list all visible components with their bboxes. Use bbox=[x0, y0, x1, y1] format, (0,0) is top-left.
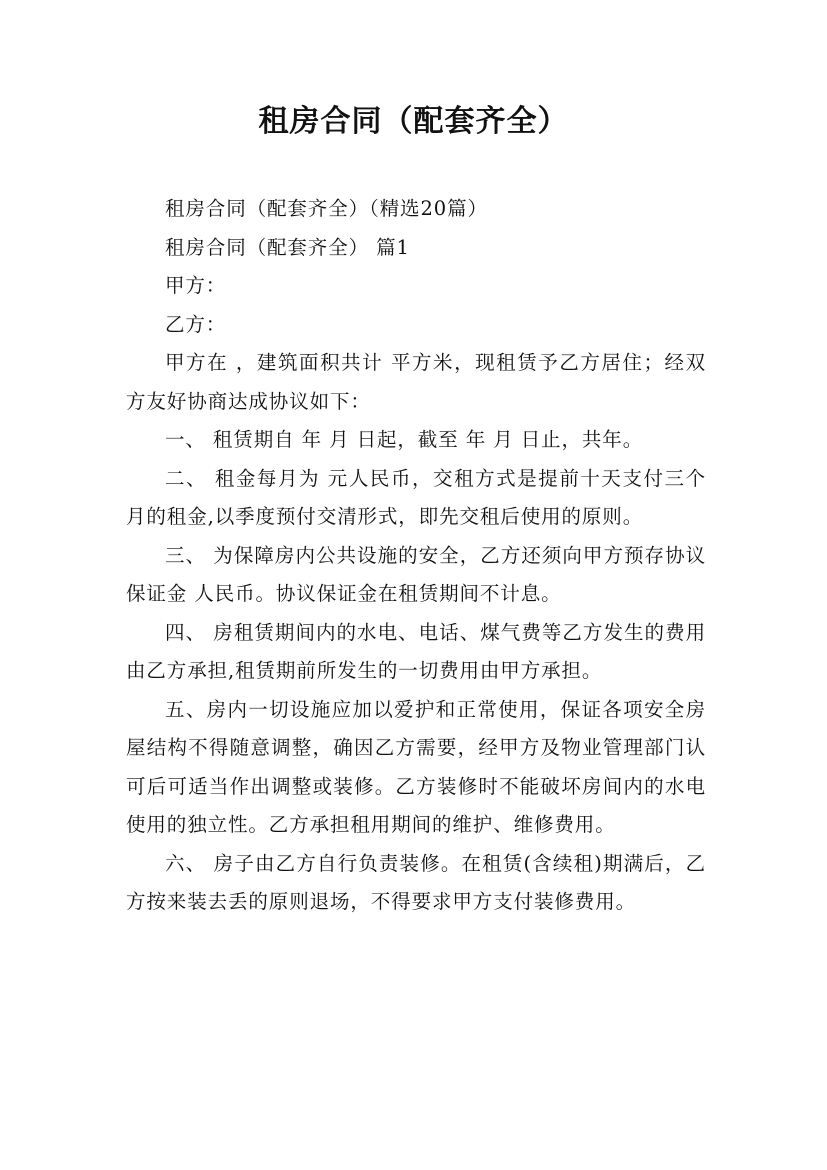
paragraph-clause-6: 六、 房子由乙方自行负责装修。在租赁(含续租)期满后，乙方按来装去丢的原则退场，不得要求甲方支付装修费用。 bbox=[126, 851, 706, 913]
document-title: 租房合同（配套齐全） bbox=[258, 104, 569, 139]
paragraph-party-a: 甲方： bbox=[165, 274, 227, 297]
paragraph-chapter-heading: 租房合同（配套齐全） 篇1 bbox=[165, 235, 410, 259]
paragraph-party-b: 乙方： bbox=[165, 312, 227, 336]
document-body bbox=[126, 190, 706, 922]
paragraph-clause-2: 二、 租金每月为 元人民币，交租方式是提前十天支付三个月的租金,以季度预付交清形式，即先交租后使用的原则。 bbox=[126, 466, 706, 528]
paragraph-subtitle: 租房合同（配套齐全）（精选20篇） bbox=[165, 197, 488, 220]
paragraph-clause-1: 一、 租赁期自 年 月 日起，截至 年 月 日止，共年。 bbox=[165, 428, 644, 451]
paragraph-clause-3: 三、 为保障房内公共设施的安全，乙方还须向甲方预存协议保证金 人民币。协议保证金在租赁期间不计息。 bbox=[126, 543, 706, 605]
paragraph-preamble: 甲方在 ，建筑面积共计 平方米，现租赁予乙方居住；经双方友好协商达成协议如下： bbox=[126, 351, 706, 413]
paragraph-clause-5: 五、房内一切设施应加以爱护和正常使用，保证各项安全房屋结构不得随意调整，确因乙方需要，经甲方及物业管理部门认可后可适当作出调整或装修。乙方装修时不能破坏房间内的水电使用的独立性。乙方承担租用期间的维护、维修费用。 bbox=[126, 697, 706, 836]
paragraph-clause-4: 四、 房租赁期间内的水电、电话、煤气费等乙方发生的费用由乙方承担,租赁期前所发生的一切费用由甲方承担。 bbox=[126, 620, 706, 682]
